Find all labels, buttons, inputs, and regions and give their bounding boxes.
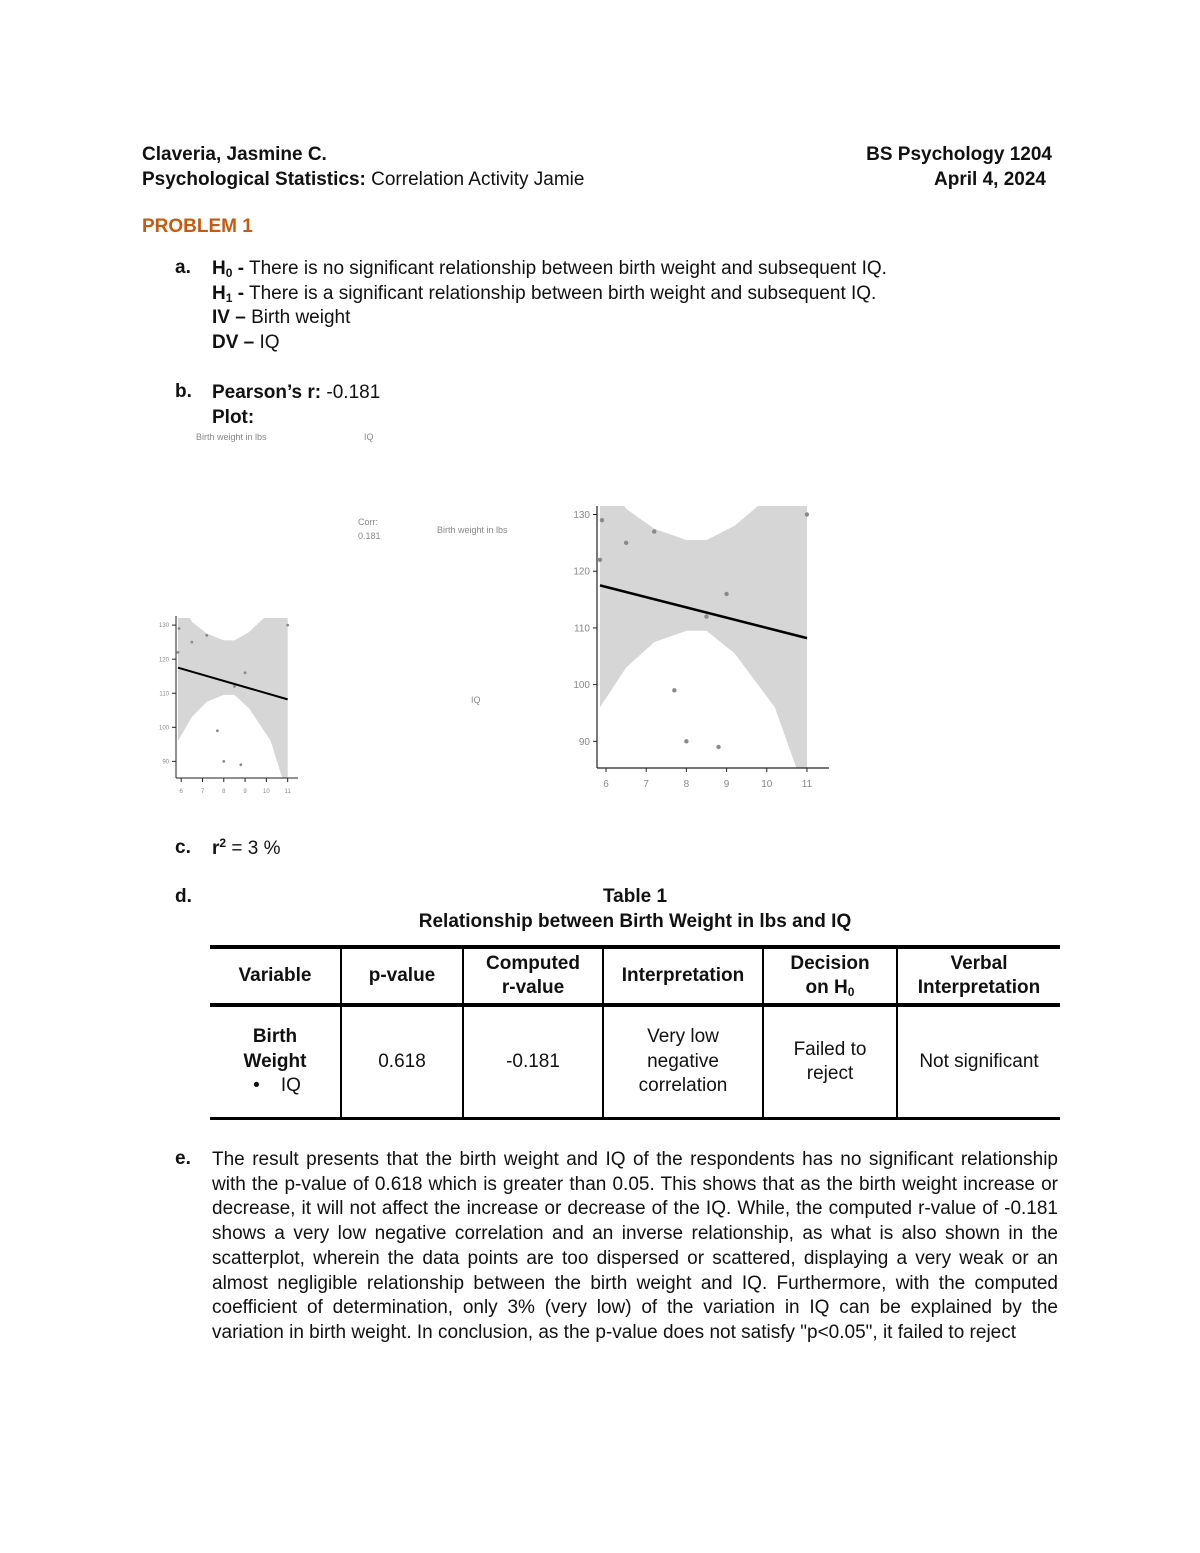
problem-title: PROBLEM 1	[142, 216, 253, 237]
table-title: Table 1	[602, 886, 668, 907]
x-tick-label: 8	[683, 779, 690, 790]
scatter-point	[652, 529, 656, 533]
y-tick-label: 130	[158, 623, 169, 630]
scatter-point	[222, 760, 225, 763]
scatter-point	[239, 763, 242, 766]
pearson-value: -0.181	[326, 382, 381, 403]
item-b-block	[212, 381, 380, 430]
table-subtitle: Relationship between Birth Weight in lbs and IQ	[418, 911, 852, 932]
scatter-point	[704, 614, 708, 618]
student-name: Claveria, Jasmine C.	[142, 144, 327, 165]
iv-text: Birth weight	[251, 307, 351, 328]
scatter-point	[672, 688, 676, 692]
cell-variable: Birth Weight • IQ	[210, 1005, 341, 1119]
corr-value: 0.181	[358, 531, 381, 541]
header-interpretation: Interpretation	[603, 947, 763, 1005]
scatter-point	[244, 671, 247, 674]
activity-title: Correlation Activity Jamie	[371, 169, 585, 190]
scatter-point	[286, 624, 289, 627]
results-table	[210, 945, 1060, 1120]
h1-subscript: 1	[225, 290, 233, 305]
h0-prefix: H	[212, 258, 226, 279]
y-tick-label: 130	[573, 510, 590, 522]
x-tick-label: 7	[200, 789, 205, 795]
date: April 4, 2024	[934, 169, 1046, 190]
corr-label: Corr:	[358, 517, 378, 527]
cell-verbal: Not significant	[897, 1005, 1060, 1119]
large-scatter-plot	[545, 500, 845, 800]
scatter-point	[600, 518, 604, 522]
item-c-label: c.	[175, 837, 191, 858]
large-confidence-band	[600, 500, 807, 798]
r-squared-symbol: r	[212, 838, 220, 859]
pearson-label: Pearson’s r:	[212, 382, 322, 403]
y-tick-label: 110	[159, 691, 169, 698]
subject-line	[142, 167, 584, 193]
dv-text: IQ	[259, 331, 280, 353]
pair-plot-top-left-label: Birth weight in lbs	[196, 432, 267, 442]
y-tick-label: 120	[573, 566, 590, 578]
header-pvalue: p-value	[341, 947, 463, 1005]
pair-plot-bottom-label: IQ	[471, 695, 481, 705]
h0-subscript: 0	[225, 266, 233, 280]
h0-text: There is no significant relationship between birth weight and subsequent IQ.	[248, 258, 887, 279]
scatter-point	[190, 641, 193, 644]
y-tick-label: 90	[162, 759, 169, 766]
small-confidence-band	[178, 600, 288, 795]
cell-decision: Failed to reject	[763, 1005, 897, 1119]
header-variable: Variable	[210, 947, 341, 1005]
small-scatter-plot	[140, 600, 320, 810]
x-tick-label: 10	[263, 789, 270, 795]
x-tick-label: 9	[723, 779, 730, 790]
y-tick-label: 100	[573, 680, 590, 692]
plot-label: Plot:	[212, 406, 255, 428]
scatter-point	[233, 685, 236, 688]
scatter-point	[624, 541, 628, 545]
h1-prefix: H	[212, 282, 226, 304]
scatter-point	[724, 592, 728, 596]
pearson-line	[212, 381, 380, 406]
x-tick-label: 8	[222, 789, 226, 795]
r-squared-superscript: 2	[219, 836, 227, 850]
dv-label: DV –	[212, 331, 255, 353]
x-tick-label: 6	[603, 779, 609, 790]
subject-label: Psychological Statistics:	[142, 169, 366, 190]
cell-rvalue: -0.181	[463, 1005, 603, 1119]
cell-interpretation: Very low negative correlation	[603, 1005, 763, 1119]
header-verbal-interpretation: Verbal Interpretation	[897, 947, 1060, 1005]
pair-plot-mid-label: Birth weight in lbs	[437, 525, 508, 535]
course-section: BS Psychology 1204	[866, 144, 1052, 165]
x-tick-label: 11	[284, 789, 291, 795]
cell-pvalue: 0.618	[341, 1005, 463, 1119]
table-header-row	[210, 947, 1060, 1005]
iv-label: IV –	[212, 307, 246, 328]
scatter-point	[205, 634, 208, 637]
item-a-label: a.	[175, 257, 191, 278]
scatter-point	[716, 745, 720, 749]
r-squared-line	[212, 837, 281, 862]
y-tick-label: 110	[574, 623, 590, 635]
y-tick-label: 90	[578, 736, 590, 748]
item-e-label: e.	[175, 1148, 191, 1169]
iv-line	[212, 306, 887, 331]
header-decision: Decision on $H_0$	[763, 947, 897, 1005]
h1-text: There is a significant relationship between birth weight and subsequent IQ.	[248, 282, 877, 304]
scatter-point	[178, 627, 181, 630]
r-squared-value: = 3 %	[226, 838, 281, 859]
item-a-block	[212, 257, 887, 355]
scatter-point	[684, 739, 688, 743]
x-tick-label: 6	[179, 789, 183, 795]
bullet-icon: •	[253, 1075, 260, 1097]
x-tick-label: 7	[643, 779, 649, 790]
discussion-paragraph: The result presents that the birth weight and IQ of the respondents has no significant relationship with the p-value of 0.618 which is greater than 0.05. This shows that as the birth weight increase or decrease, it will not affect the increase or decrease of the IQ. While, the computed r-value of -0.181 shows a very low negative correlation and an inverse relationship, as what is also shown in the scatterplot, wherein the data points are too dispersed or scattered, displaying a very weak or an almost negligible relationship between the birth weight and IQ. Furthermore, with the computed coefficient of determination, only 3% (very low) of the variation in IQ can be explained by the variation in birth weight. In conclusion, as the p-value does not satisfy "p<0.05", it failed to reject	[212, 1149, 1058, 1343]
y-tick-label: 120	[158, 657, 169, 664]
x-tick-label: 11	[801, 779, 813, 790]
x-tick-label: 9	[243, 789, 247, 795]
y-tick-label: 100	[158, 725, 169, 732]
h0-line: $H_0$ - There is no significant relationship between birth weight and subsequent IQ.	[212, 258, 887, 280]
item-d-label: d.	[175, 886, 192, 907]
scatter-point	[805, 512, 809, 516]
item-b-label: b.	[175, 381, 192, 402]
x-tick-label: 10	[761, 779, 773, 790]
table-row	[210, 1005, 1060, 1119]
dv-line	[212, 331, 887, 356]
scatter-point	[216, 729, 219, 732]
h1-line: $H_1$ - There is a significant relationship between birth weight and subsequent IQ.	[212, 282, 877, 305]
header-computed-rvalue: Computed r-value	[463, 947, 603, 1005]
scatter-point	[177, 651, 180, 654]
pair-plot-top-right-label: IQ	[364, 432, 374, 442]
scatter-point	[598, 558, 602, 562]
